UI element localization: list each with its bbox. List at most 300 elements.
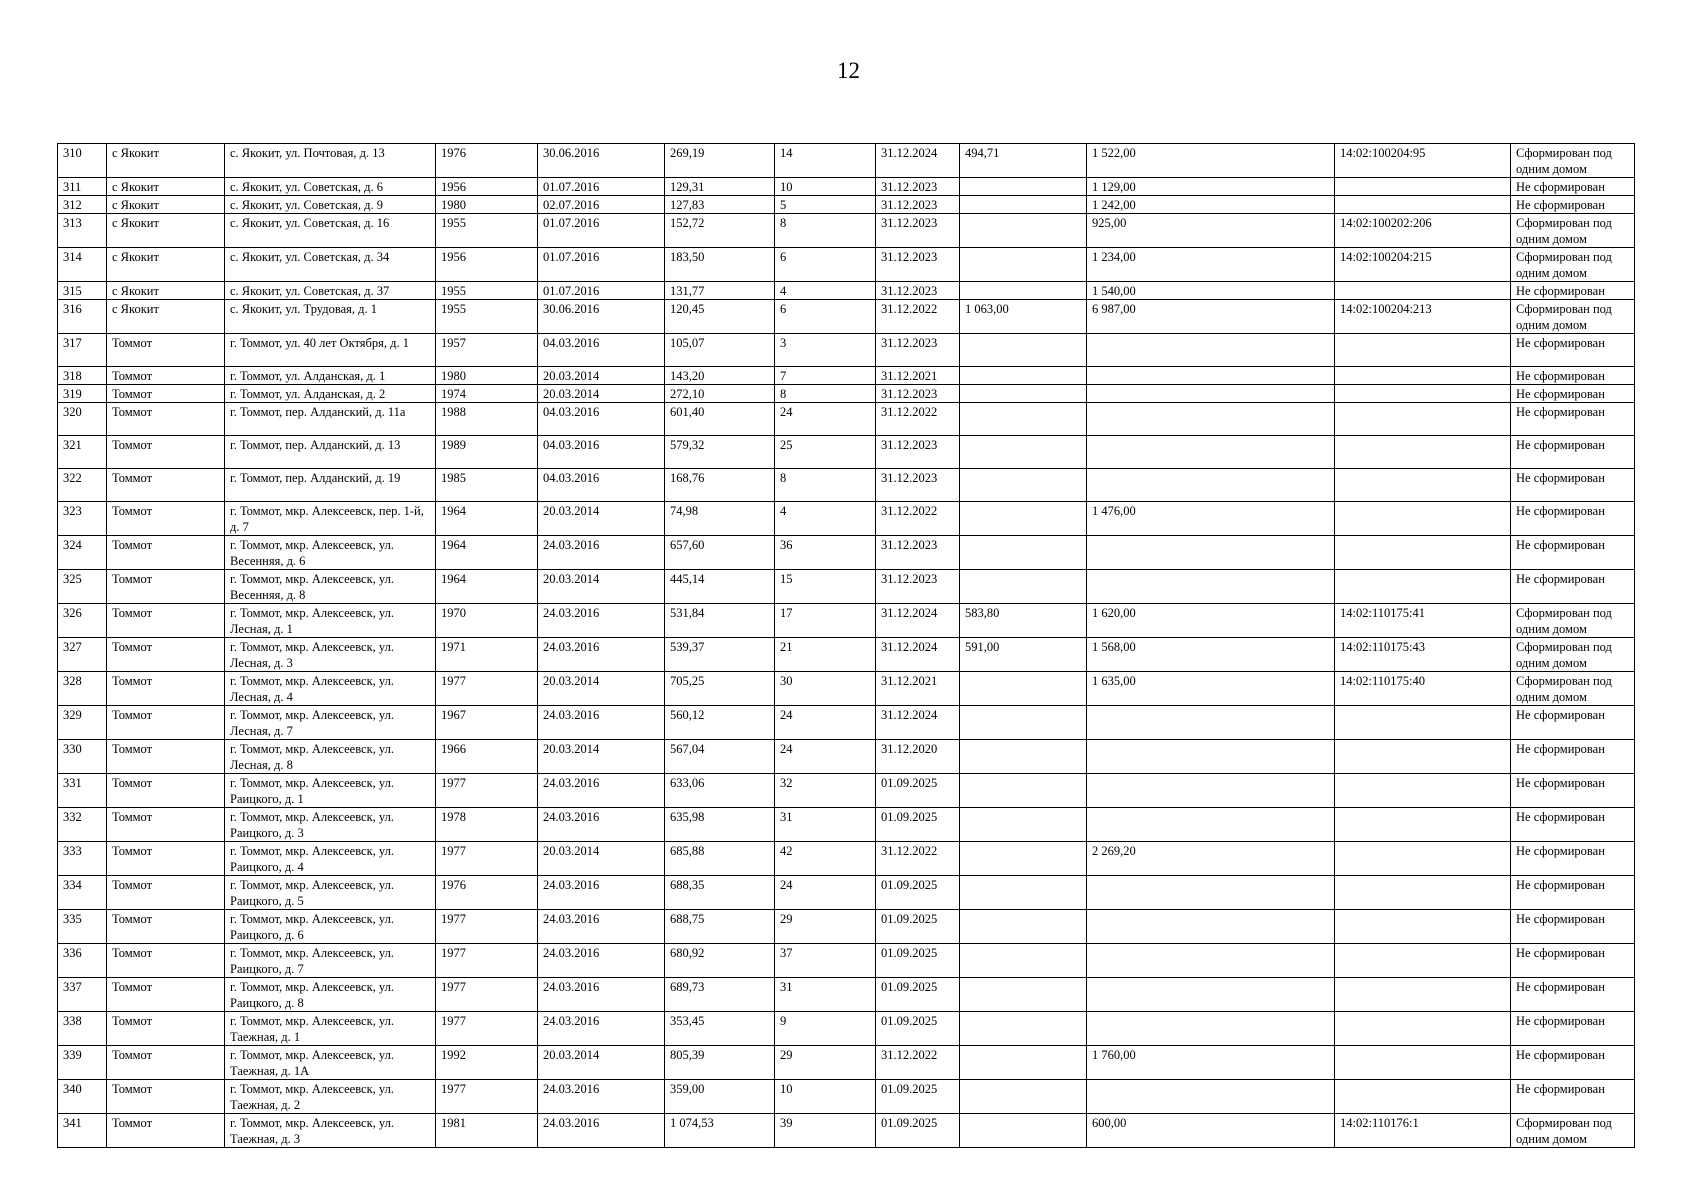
- cell-address: г. Томмот, мкр. Алексеевск, ул. Весенняя, д. 8: [225, 570, 436, 604]
- cell-year-built: 1989: [436, 436, 538, 469]
- cell-land-area: 591,00: [960, 638, 1087, 672]
- cell-year-built: 1985: [436, 469, 538, 502]
- cell-cadastral-number: [1335, 570, 1511, 604]
- cell-land-area: 494,71: [960, 144, 1087, 178]
- cell-resettlement-date: 01.09.2025: [876, 910, 960, 944]
- cell-land-area: [960, 1046, 1087, 1080]
- cell-cadastral-number: [1335, 403, 1511, 436]
- cell-residents: 3: [775, 334, 876, 367]
- cell-land-area: [960, 978, 1087, 1012]
- cell-year-built: 1966: [436, 740, 538, 774]
- cell-year-built: 1977: [436, 774, 538, 808]
- cell-cadastral-value: 1 620,00: [1087, 604, 1335, 638]
- cell-cadastral-number: [1335, 876, 1511, 910]
- cell-year-built: 1980: [436, 196, 538, 214]
- cell-address: г. Томмот, мкр. Алексеевск, ул. Таежная, д. 1: [225, 1012, 436, 1046]
- cell-inspection-date: 24.03.2016: [538, 944, 665, 978]
- cell-area: 183,50: [665, 248, 775, 282]
- cell-cadastral-value: 925,00: [1087, 214, 1335, 248]
- cell-inspection-date: 24.03.2016: [538, 638, 665, 672]
- cell-locality: Томмот: [107, 740, 225, 774]
- cell-row-number: 333: [58, 842, 107, 876]
- cell-land-status: Не сформирован: [1511, 196, 1635, 214]
- table-row: [58, 248, 1635, 282]
- cell-land-area: [960, 808, 1087, 842]
- cell-locality: Томмот: [107, 774, 225, 808]
- cell-residents: 24: [775, 706, 876, 740]
- cell-land-status: Сформирован под одним домом: [1511, 1114, 1635, 1148]
- cell-land-status: Сформирован под одним домом: [1511, 638, 1635, 672]
- cell-year-built: 1971: [436, 638, 538, 672]
- cell-residents: 7: [775, 367, 876, 385]
- cell-land-area: [960, 842, 1087, 876]
- table-row: [58, 144, 1635, 178]
- cell-cadastral-number: [1335, 944, 1511, 978]
- cell-cadastral-value: [1087, 385, 1335, 403]
- cell-land-status: Сформирован под одним домом: [1511, 248, 1635, 282]
- table-row: [58, 403, 1635, 436]
- cell-locality: Томмот: [107, 1012, 225, 1046]
- cell-land-area: [960, 876, 1087, 910]
- cell-inspection-date: 20.03.2014: [538, 842, 665, 876]
- cell-land-area: [960, 196, 1087, 214]
- table-row: [58, 876, 1635, 910]
- cell-land-status: Не сформирован: [1511, 706, 1635, 740]
- table-row: [58, 334, 1635, 367]
- cell-locality: Томмот: [107, 842, 225, 876]
- cell-cadastral-number: [1335, 978, 1511, 1012]
- cell-resettlement-date: 31.12.2024: [876, 144, 960, 178]
- cell-locality: Томмот: [107, 944, 225, 978]
- cell-cadastral-number: [1335, 367, 1511, 385]
- cell-row-number: 324: [58, 536, 107, 570]
- cell-area: 359,00: [665, 1080, 775, 1114]
- cell-locality: Томмот: [107, 672, 225, 706]
- cell-land-status: Не сформирован: [1511, 178, 1635, 196]
- table-row: [58, 214, 1635, 248]
- cell-land-area: [960, 436, 1087, 469]
- cell-resettlement-date: 01.09.2025: [876, 1080, 960, 1114]
- cell-year-built: 1977: [436, 910, 538, 944]
- cell-year-built: 1956: [436, 248, 538, 282]
- cell-land-status: Сформирован под одним домом: [1511, 214, 1635, 248]
- cell-cadastral-value: [1087, 536, 1335, 570]
- cell-land-area: [960, 248, 1087, 282]
- cell-locality: Томмот: [107, 536, 225, 570]
- cell-land-area: 583,80: [960, 604, 1087, 638]
- table-row: [58, 604, 1635, 638]
- cell-year-built: 1988: [436, 403, 538, 436]
- cell-land-area: [960, 706, 1087, 740]
- cell-residents: 24: [775, 876, 876, 910]
- cell-cadastral-value: [1087, 978, 1335, 1012]
- cell-land-area: [960, 334, 1087, 367]
- cell-land-area: [960, 910, 1087, 944]
- cell-row-number: 321: [58, 436, 107, 469]
- cell-residents: 4: [775, 502, 876, 536]
- cell-land-area: [960, 1080, 1087, 1114]
- cell-cadastral-value: 1 476,00: [1087, 502, 1335, 536]
- cell-inspection-date: 20.03.2014: [538, 570, 665, 604]
- cell-resettlement-date: 31.12.2022: [876, 1046, 960, 1080]
- table-row: [58, 944, 1635, 978]
- cell-resettlement-date: 31.12.2022: [876, 842, 960, 876]
- cell-locality: Томмот: [107, 570, 225, 604]
- cell-row-number: 320: [58, 403, 107, 436]
- cell-row-number: 314: [58, 248, 107, 282]
- table-row: [58, 740, 1635, 774]
- cell-locality: Томмот: [107, 1114, 225, 1148]
- cell-cadastral-value: 1 129,00: [1087, 178, 1335, 196]
- table-row: [58, 385, 1635, 403]
- cell-residents: 21: [775, 638, 876, 672]
- cell-resettlement-date: 31.12.2023: [876, 282, 960, 300]
- cell-land-area: [960, 774, 1087, 808]
- cell-inspection-date: 04.03.2016: [538, 403, 665, 436]
- cell-locality: с Якокит: [107, 196, 225, 214]
- cell-address: с. Якокит, ул. Трудовая, д. 1: [225, 300, 436, 334]
- cell-address: с. Якокит, ул. Советская, д. 34: [225, 248, 436, 282]
- cell-locality: с Якокит: [107, 300, 225, 334]
- cell-cadastral-value: [1087, 367, 1335, 385]
- cell-area: 272,10: [665, 385, 775, 403]
- cell-residents: 31: [775, 808, 876, 842]
- cell-cadastral-value: [1087, 706, 1335, 740]
- cell-land-area: [960, 178, 1087, 196]
- cell-land-area: [960, 214, 1087, 248]
- cell-cadastral-number: 14:02:110175:43: [1335, 638, 1511, 672]
- cell-land-status: Не сформирован: [1511, 910, 1635, 944]
- cell-locality: Томмот: [107, 978, 225, 1012]
- cell-residents: 8: [775, 214, 876, 248]
- cell-land-status: Не сформирован: [1511, 1012, 1635, 1046]
- cell-address: с. Якокит, ул. Советская, д. 6: [225, 178, 436, 196]
- cell-inspection-date: 20.03.2014: [538, 740, 665, 774]
- cell-residents: 37: [775, 944, 876, 978]
- cell-address: г. Томмот, пер. Алданский, д. 11а: [225, 403, 436, 436]
- cell-row-number: 310: [58, 144, 107, 178]
- cell-land-status: Не сформирован: [1511, 808, 1635, 842]
- cell-area: 601,40: [665, 403, 775, 436]
- cell-inspection-date: 20.03.2014: [538, 367, 665, 385]
- cell-address: г. Томмот, мкр. Алексеевск, ул. Раицкого, д. 6: [225, 910, 436, 944]
- cell-year-built: 1955: [436, 300, 538, 334]
- cell-year-built: 1992: [436, 1046, 538, 1080]
- cell-locality: Томмот: [107, 1046, 225, 1080]
- cell-year-built: 1977: [436, 978, 538, 1012]
- cell-residents: 24: [775, 403, 876, 436]
- cell-address: г. Томмот, мкр. Алексеевск, ул. Раицкого, д. 4: [225, 842, 436, 876]
- cell-row-number: 319: [58, 385, 107, 403]
- cell-address: г. Томмот, мкр. Алексеевск, ул. Лесная, д. 4: [225, 672, 436, 706]
- table-row: [58, 536, 1635, 570]
- cell-land-status: Не сформирован: [1511, 842, 1635, 876]
- cell-locality: с Якокит: [107, 248, 225, 282]
- cell-row-number: 326: [58, 604, 107, 638]
- cell-resettlement-date: 01.09.2025: [876, 808, 960, 842]
- cell-land-status: Не сформирован: [1511, 502, 1635, 536]
- cell-area: 689,73: [665, 978, 775, 1012]
- cell-locality: Томмот: [107, 502, 225, 536]
- cell-area: 168,76: [665, 469, 775, 502]
- cell-row-number: 318: [58, 367, 107, 385]
- cell-resettlement-date: 31.12.2023: [876, 334, 960, 367]
- cell-residents: 8: [775, 469, 876, 502]
- cell-cadastral-number: 14:02:110175:41: [1335, 604, 1511, 638]
- table-row: [58, 672, 1635, 706]
- cell-inspection-date: 20.03.2014: [538, 672, 665, 706]
- cell-land-status: Не сформирован: [1511, 876, 1635, 910]
- table-row: [58, 1080, 1635, 1114]
- cell-area: 143,20: [665, 367, 775, 385]
- cell-locality: Томмот: [107, 706, 225, 740]
- cell-area: 129,31: [665, 178, 775, 196]
- cell-residents: 8: [775, 385, 876, 403]
- cell-resettlement-date: 31.12.2023: [876, 214, 960, 248]
- cell-locality: с Якокит: [107, 178, 225, 196]
- cell-address: с. Якокит, ул. Советская, д. 16: [225, 214, 436, 248]
- cell-land-status: Не сформирован: [1511, 536, 1635, 570]
- cell-cadastral-number: [1335, 842, 1511, 876]
- cell-cadastral-value: 1 234,00: [1087, 248, 1335, 282]
- cell-land-area: [960, 1012, 1087, 1046]
- cell-resettlement-date: 01.09.2025: [876, 1012, 960, 1046]
- cell-year-built: 1978: [436, 808, 538, 842]
- cell-cadastral-value: [1087, 1012, 1335, 1046]
- cell-row-number: 338: [58, 1012, 107, 1046]
- cell-address: с. Якокит, ул. Почтовая, д. 13: [225, 144, 436, 178]
- cell-resettlement-date: 31.12.2024: [876, 604, 960, 638]
- cell-land-status: Сформирован под одним домом: [1511, 144, 1635, 178]
- cell-area: 131,77: [665, 282, 775, 300]
- cell-area: 560,12: [665, 706, 775, 740]
- cell-area: 269,19: [665, 144, 775, 178]
- cell-year-built: 1964: [436, 570, 538, 604]
- cell-locality: Томмот: [107, 403, 225, 436]
- cell-land-area: 1 063,00: [960, 300, 1087, 334]
- cell-inspection-date: 20.03.2014: [538, 502, 665, 536]
- cell-residents: 15: [775, 570, 876, 604]
- cell-inspection-date: 20.03.2014: [538, 385, 665, 403]
- cell-area: 127,83: [665, 196, 775, 214]
- cell-land-status: Не сформирован: [1511, 469, 1635, 502]
- cell-area: 445,14: [665, 570, 775, 604]
- cell-cadastral-value: [1087, 403, 1335, 436]
- cell-inspection-date: 30.06.2016: [538, 300, 665, 334]
- cell-year-built: 1977: [436, 944, 538, 978]
- cell-cadastral-number: [1335, 706, 1511, 740]
- cell-row-number: 337: [58, 978, 107, 1012]
- table-row: [58, 1114, 1635, 1148]
- cell-address: г. Томмот, мкр. Алексеевск, ул. Лесная, д. 8: [225, 740, 436, 774]
- cell-cadastral-number: [1335, 334, 1511, 367]
- cell-year-built: 1964: [436, 536, 538, 570]
- cell-inspection-date: 24.03.2016: [538, 808, 665, 842]
- cell-resettlement-date: 31.12.2023: [876, 536, 960, 570]
- cell-locality: Томмот: [107, 385, 225, 403]
- cell-cadastral-value: 1 568,00: [1087, 638, 1335, 672]
- cell-cadastral-value: [1087, 944, 1335, 978]
- cell-cadastral-number: 14:02:100204:215: [1335, 248, 1511, 282]
- cell-resettlement-date: 31.12.2023: [876, 385, 960, 403]
- cell-resettlement-date: 31.12.2023: [876, 196, 960, 214]
- cell-land-status: Не сформирован: [1511, 436, 1635, 469]
- cell-row-number: 315: [58, 282, 107, 300]
- cell-land-status: Не сформирован: [1511, 1046, 1635, 1080]
- cell-locality: Томмот: [107, 334, 225, 367]
- cell-year-built: 1976: [436, 876, 538, 910]
- cell-resettlement-date: 01.09.2025: [876, 944, 960, 978]
- cell-resettlement-date: 31.12.2021: [876, 367, 960, 385]
- cell-area: 680,92: [665, 944, 775, 978]
- cell-inspection-date: 24.03.2016: [538, 774, 665, 808]
- cell-locality: с Якокит: [107, 214, 225, 248]
- table-row: [58, 1012, 1635, 1046]
- cell-year-built: 1981: [436, 1114, 538, 1148]
- cell-locality: Томмот: [107, 638, 225, 672]
- cell-year-built: 1977: [436, 1012, 538, 1046]
- cell-cadastral-value: 1 242,00: [1087, 196, 1335, 214]
- cell-cadastral-number: 14:02:100202:206: [1335, 214, 1511, 248]
- cell-inspection-date: 24.03.2016: [538, 1114, 665, 1148]
- cell-row-number: 341: [58, 1114, 107, 1148]
- table-row: [58, 178, 1635, 196]
- cell-area: 353,45: [665, 1012, 775, 1046]
- cell-cadastral-number: [1335, 1012, 1511, 1046]
- cell-area: 635,98: [665, 808, 775, 842]
- table-row: [58, 978, 1635, 1012]
- cell-inspection-date: 01.07.2016: [538, 214, 665, 248]
- cell-address: с. Якокит, ул. Советская, д. 37: [225, 282, 436, 300]
- cell-cadastral-number: 14:02:110175:40: [1335, 672, 1511, 706]
- cell-locality: Томмот: [107, 808, 225, 842]
- cell-address: г. Томмот, мкр. Алексеевск, ул. Раицкого, д. 1: [225, 774, 436, 808]
- cell-area: 633,06: [665, 774, 775, 808]
- cell-locality: Томмот: [107, 910, 225, 944]
- cell-land-area: [960, 1114, 1087, 1148]
- cell-land-status: Не сформирован: [1511, 403, 1635, 436]
- cell-cadastral-value: [1087, 740, 1335, 774]
- cell-land-area: [960, 469, 1087, 502]
- cell-inspection-date: 01.07.2016: [538, 248, 665, 282]
- cell-row-number: 313: [58, 214, 107, 248]
- table-row: [58, 638, 1635, 672]
- cell-locality: с Якокит: [107, 282, 225, 300]
- cell-cadastral-number: [1335, 196, 1511, 214]
- cell-area: 539,37: [665, 638, 775, 672]
- cell-row-number: 340: [58, 1080, 107, 1114]
- cell-land-area: [960, 385, 1087, 403]
- cell-cadastral-number: [1335, 536, 1511, 570]
- cell-inspection-date: 24.03.2016: [538, 910, 665, 944]
- cell-residents: 24: [775, 740, 876, 774]
- cell-area: 531,84: [665, 604, 775, 638]
- cell-cadastral-value: 1 635,00: [1087, 672, 1335, 706]
- cell-area: 105,07: [665, 334, 775, 367]
- cell-row-number: 328: [58, 672, 107, 706]
- cell-cadastral-number: [1335, 502, 1511, 536]
- cell-address: г. Томмот, ул. 40 лет Октября, д. 1: [225, 334, 436, 367]
- cell-residents: 6: [775, 248, 876, 282]
- cell-year-built: 1980: [436, 367, 538, 385]
- cell-residents: 29: [775, 1046, 876, 1080]
- cell-address: г. Томмот, мкр. Алексеевск, ул. Лесная, д. 1: [225, 604, 436, 638]
- cell-residents: 32: [775, 774, 876, 808]
- cell-year-built: 1976: [436, 144, 538, 178]
- cell-resettlement-date: 31.12.2022: [876, 300, 960, 334]
- cell-resettlement-date: 01.09.2025: [876, 978, 960, 1012]
- cell-address: г. Томмот, ул. Алданская, д. 1: [225, 367, 436, 385]
- cell-land-status: Не сформирован: [1511, 385, 1635, 403]
- cell-inspection-date: 24.03.2016: [538, 1012, 665, 1046]
- cell-residents: 4: [775, 282, 876, 300]
- cell-address: г. Томмот, пер. Алданский, д. 19: [225, 469, 436, 502]
- cell-land-status: Сформирован под одним домом: [1511, 300, 1635, 334]
- cell-resettlement-date: 31.12.2022: [876, 403, 960, 436]
- cell-locality: с Якокит: [107, 144, 225, 178]
- cell-resettlement-date: 01.09.2025: [876, 1114, 960, 1148]
- cell-year-built: 1955: [436, 214, 538, 248]
- cell-area: 120,45: [665, 300, 775, 334]
- cell-cadastral-value: [1087, 876, 1335, 910]
- cell-year-built: 1957: [436, 334, 538, 367]
- cell-inspection-date: 20.03.2014: [538, 1046, 665, 1080]
- cell-resettlement-date: 31.12.2024: [876, 638, 960, 672]
- cell-inspection-date: 24.03.2016: [538, 978, 665, 1012]
- cell-cadastral-number: [1335, 436, 1511, 469]
- cell-area: 567,04: [665, 740, 775, 774]
- cell-residents: 42: [775, 842, 876, 876]
- cell-cadastral-number: 14:02:110176:1: [1335, 1114, 1511, 1148]
- cell-address: г. Томмот, мкр. Алексеевск, ул. Таежная, д. 3: [225, 1114, 436, 1148]
- cell-land-status: Не сформирован: [1511, 740, 1635, 774]
- cell-inspection-date: 04.03.2016: [538, 469, 665, 502]
- cell-inspection-date: 02.07.2016: [538, 196, 665, 214]
- cell-inspection-date: 24.03.2016: [538, 604, 665, 638]
- cell-locality: Томмот: [107, 436, 225, 469]
- cell-address: г. Томмот, мкр. Алексеевск, ул. Весенняя, д. 6: [225, 536, 436, 570]
- registry-body: [58, 144, 1635, 1148]
- cell-row-number: 312: [58, 196, 107, 214]
- cell-cadastral-value: [1087, 1080, 1335, 1114]
- cell-residents: 39: [775, 1114, 876, 1148]
- cell-address: г. Томмот, пер. Алданский, д. 13: [225, 436, 436, 469]
- cell-area: 705,25: [665, 672, 775, 706]
- cell-land-status: Не сформирован: [1511, 570, 1635, 604]
- cell-cadastral-number: [1335, 774, 1511, 808]
- cell-land-area: [960, 403, 1087, 436]
- cell-resettlement-date: 31.12.2021: [876, 672, 960, 706]
- cell-cadastral-value: 600,00: [1087, 1114, 1335, 1148]
- cell-area: 152,72: [665, 214, 775, 248]
- table-row: [58, 367, 1635, 385]
- cell-residents: 30: [775, 672, 876, 706]
- cell-cadastral-value: 1 522,00: [1087, 144, 1335, 178]
- cell-resettlement-date: 31.12.2023: [876, 570, 960, 604]
- cell-cadastral-value: [1087, 570, 1335, 604]
- cell-locality: Томмот: [107, 1080, 225, 1114]
- table-row: [58, 469, 1635, 502]
- table-row: [58, 282, 1635, 300]
- cell-cadastral-number: 14:02:100204:213: [1335, 300, 1511, 334]
- cell-locality: Томмот: [107, 604, 225, 638]
- cell-cadastral-value: [1087, 334, 1335, 367]
- cell-row-number: 329: [58, 706, 107, 740]
- cell-address: г. Томмот, мкр. Алексеевск, ул. Лесная, д. 3: [225, 638, 436, 672]
- cell-area: 688,75: [665, 910, 775, 944]
- cell-year-built: 1956: [436, 178, 538, 196]
- cell-address: г. Томмот, мкр. Алексеевск, ул. Лесная, д. 7: [225, 706, 436, 740]
